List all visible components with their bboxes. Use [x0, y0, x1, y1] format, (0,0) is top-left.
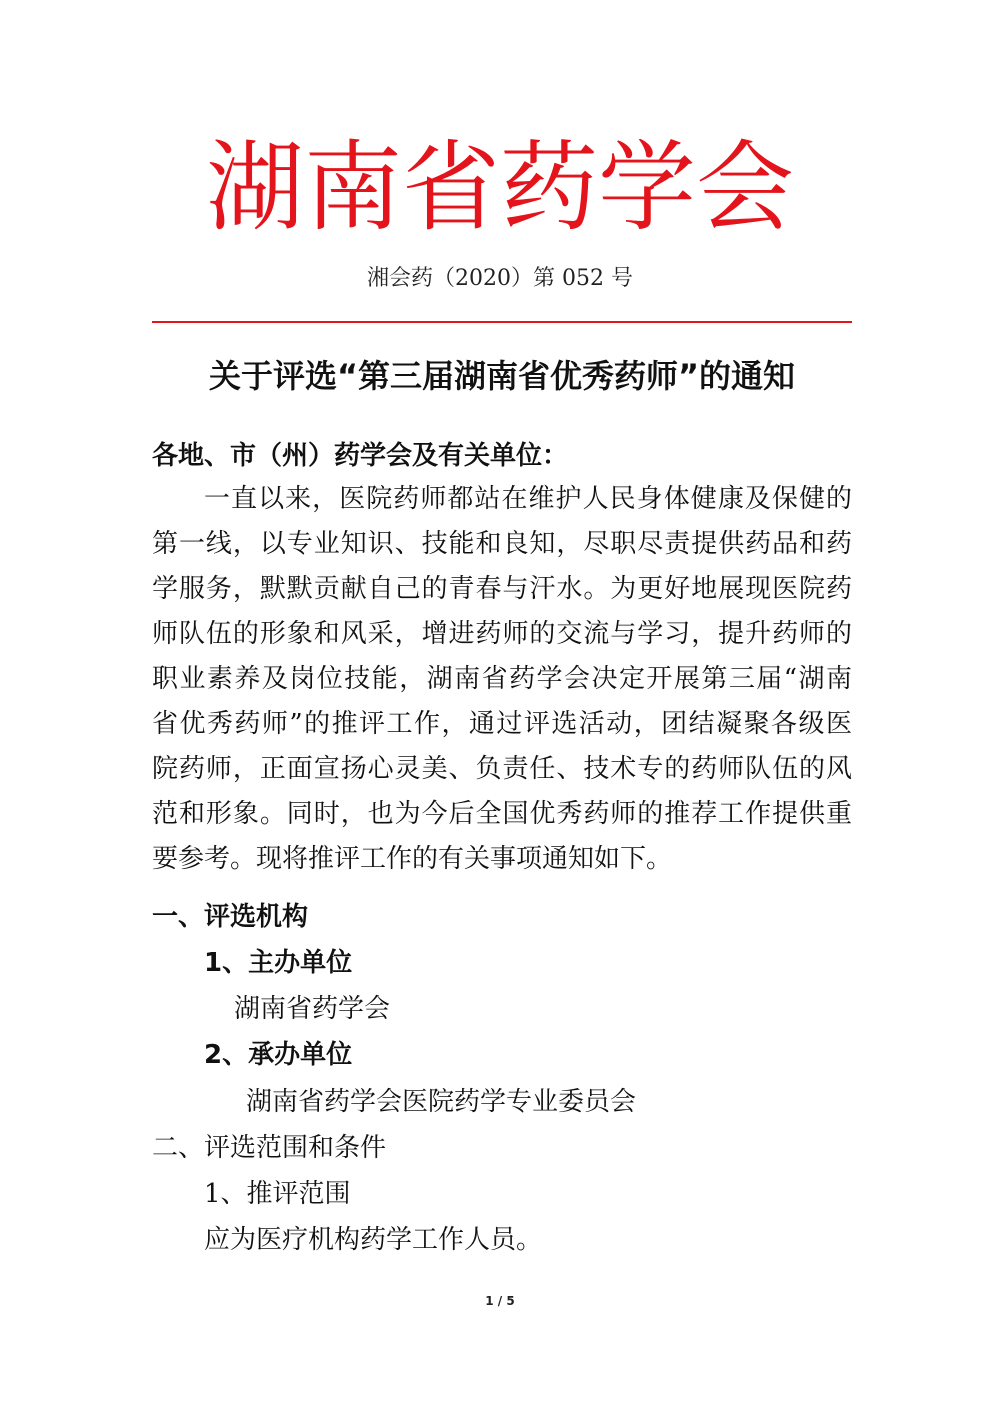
intro-line: 职业素养及岗位技能，湖南省药学会决定开展第三届“湖南: [152, 664, 852, 694]
intro-line: 学服务，默默贡献自己的青春与汗水。为更好地展现医院药: [152, 574, 852, 604]
section-2-heading: 二、评选范围和条件: [152, 1133, 387, 1163]
section-1-sub-1-heading: 1、主办单位: [204, 948, 353, 978]
section-1-heading: 一、评选机构: [152, 902, 309, 932]
section-1-sub-2-body: 湖南省药学会医院药学专业委员会: [246, 1087, 637, 1117]
section-1-sub-1-body: 湖南省药学会: [234, 994, 391, 1024]
red-divider-line: [152, 321, 852, 323]
intro-line: 师队伍的形象和风采，增进药师的交流与学习，提升药师的: [152, 619, 852, 649]
intro-line: 院药师，正面宣扬心灵美、负责任、技术专的药师队伍的风: [152, 754, 852, 784]
intro-line: 第一线，以专业知识、技能和良知，尽职尽责提供药品和药: [152, 529, 852, 559]
intro-line: 范和形象。同时，也为今后全国优秀药师的推荐工作提供重: [152, 799, 852, 829]
page-number: 1 / 5: [485, 1294, 515, 1308]
section-1-sub-2-heading: 2、承办单位: [204, 1040, 353, 1070]
section-2-sub-1-heading: 1、推评范围: [204, 1179, 351, 1209]
section-2-sub-1-body: 应为医疗机构药学工作人员。: [204, 1225, 543, 1255]
intro-line: 省优秀药师”的推评工作，通过评选活动，团结凝聚各级医: [152, 709, 852, 739]
intro-line: 一直以来，医院药师都站在维护人民身体健康及保健的: [204, 484, 852, 514]
salutation: 各地、市（州）药学会及有关单位：: [152, 441, 569, 471]
notice-title: 关于评选“第三届湖南省优秀药师”的通知: [208, 357, 796, 395]
intro-line: 要参考。现将推评工作的有关事项通知如下。: [152, 844, 673, 874]
organization-letterhead: 湖南省药学会: [205, 131, 794, 245]
document-number: 湘会药（2020）第 052 号: [367, 266, 633, 291]
intro-paragraph: [152, 477, 852, 882]
